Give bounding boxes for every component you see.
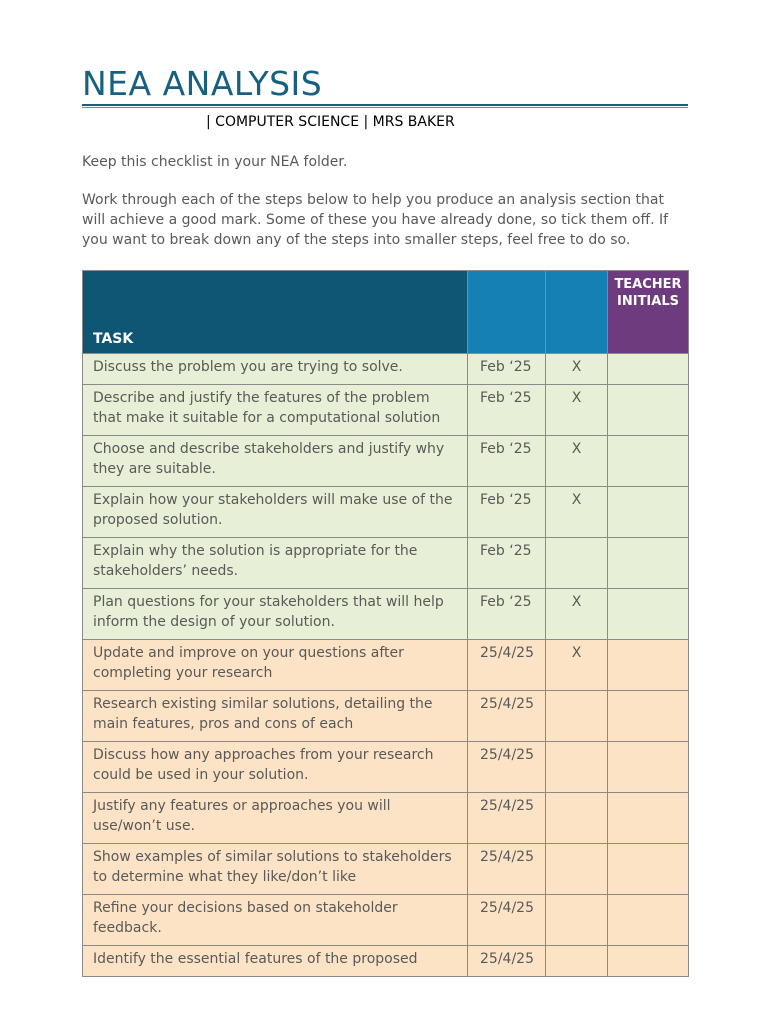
- initials-cell[interactable]: [608, 487, 689, 538]
- table-row: [83, 742, 689, 793]
- initials-cell[interactable]: [608, 385, 689, 436]
- done-cell[interactable]: [546, 946, 608, 977]
- header-date: [468, 271, 546, 354]
- date-cell: Feb ‘25: [468, 385, 546, 436]
- title-rule: [82, 104, 688, 106]
- date-cell: 25/4/25: [468, 946, 546, 977]
- table-body: [83, 354, 689, 977]
- table-row: [83, 354, 689, 385]
- done-cell[interactable]: [546, 742, 608, 793]
- done-cell[interactable]: [546, 793, 608, 844]
- table-row: [83, 844, 689, 895]
- date-cell: 25/4/25: [468, 640, 546, 691]
- done-cell[interactable]: X: [546, 354, 608, 385]
- date-cell: Feb ‘25: [468, 589, 546, 640]
- done-cell[interactable]: X: [546, 589, 608, 640]
- initials-cell[interactable]: [608, 742, 689, 793]
- task-cell: Show examples of similar solutions to stakeholders to determine what they like/don’t like: [83, 844, 468, 895]
- date-cell: 25/4/25: [468, 691, 546, 742]
- done-cell[interactable]: [546, 691, 608, 742]
- done-cell[interactable]: [546, 844, 608, 895]
- checklist-table: [82, 270, 689, 977]
- initials-cell[interactable]: [608, 436, 689, 487]
- date-cell: Feb ‘25: [468, 487, 546, 538]
- done-cell[interactable]: [546, 895, 608, 946]
- initials-cell[interactable]: [608, 640, 689, 691]
- date-cell: Feb ‘25: [468, 436, 546, 487]
- instructions-paragraph: Work through each of the steps below to help you produce an analysis section that will achieve a good mark. Some of these you have already done, so tick them off. If you want to break down any of the steps into smaller steps, feel free to do so.: [82, 192, 669, 248]
- date-cell: 25/4/25: [468, 793, 546, 844]
- header-task: TASK: [83, 271, 468, 354]
- done-cell[interactable]: X: [546, 487, 608, 538]
- intro-paragraph: Keep this checklist in your NEA folder.: [82, 154, 348, 170]
- task-cell: Justify any features or approaches you will use/won’t use.: [83, 793, 468, 844]
- table-row: [83, 793, 689, 844]
- table-row: [83, 385, 689, 436]
- initials-cell[interactable]: [608, 691, 689, 742]
- task-cell: Describe and justify the features of the problem that make it suitable for a computational solution: [83, 385, 468, 436]
- task-cell: Update and improve on your questions after completing your research: [83, 640, 468, 691]
- date-cell: Feb ‘25: [468, 538, 546, 589]
- date-cell: 25/4/25: [468, 895, 546, 946]
- initials-cell[interactable]: [608, 895, 689, 946]
- table-row: [83, 538, 689, 589]
- task-cell: Identify the essential features of the proposed: [83, 946, 468, 977]
- page-subtitle: | COMPUTER SCIENCE | MRS BAKER: [206, 114, 455, 130]
- done-cell[interactable]: [546, 538, 608, 589]
- table-row: [83, 691, 689, 742]
- header-done: [546, 271, 608, 354]
- task-cell: Research existing similar solutions, detailing the main features, pros and cons of each: [83, 691, 468, 742]
- date-cell: 25/4/25: [468, 844, 546, 895]
- initials-cell[interactable]: [608, 946, 689, 977]
- task-cell: Discuss how any approaches from your research could be used in your solution.: [83, 742, 468, 793]
- initials-cell[interactable]: [608, 793, 689, 844]
- table-row: [83, 946, 689, 977]
- table-row: [83, 487, 689, 538]
- initials-cell[interactable]: [608, 354, 689, 385]
- table-header-row: [83, 271, 689, 354]
- initials-cell[interactable]: [608, 844, 689, 895]
- table-row: [83, 640, 689, 691]
- task-cell: Plan questions for your stakeholders that will help inform the design of your solution.: [83, 589, 468, 640]
- task-cell: Explain why the solution is appropriate for the stakeholders’ needs.: [83, 538, 468, 589]
- table-row: [83, 436, 689, 487]
- done-cell[interactable]: X: [546, 385, 608, 436]
- initials-cell[interactable]: [608, 589, 689, 640]
- page-title: NEA ANALYSIS: [82, 64, 323, 103]
- header-teacher-initials: TEACHER INITIALS: [608, 271, 689, 354]
- title-rule-thin: [82, 107, 688, 108]
- table-row: [83, 895, 689, 946]
- table-row: [83, 589, 689, 640]
- date-cell: Feb ‘25: [468, 354, 546, 385]
- task-cell: Choose and describe stakeholders and justify why they are suitable.: [83, 436, 468, 487]
- task-cell: Discuss the problem you are trying to solve.: [83, 354, 468, 385]
- date-cell: 25/4/25: [468, 742, 546, 793]
- done-cell[interactable]: X: [546, 436, 608, 487]
- initials-cell[interactable]: [608, 538, 689, 589]
- done-cell[interactable]: X: [546, 640, 608, 691]
- task-cell: Explain how your stakeholders will make use of the proposed solution.: [83, 487, 468, 538]
- task-cell: Refine your decisions based on stakeholder feedback.: [83, 895, 468, 946]
